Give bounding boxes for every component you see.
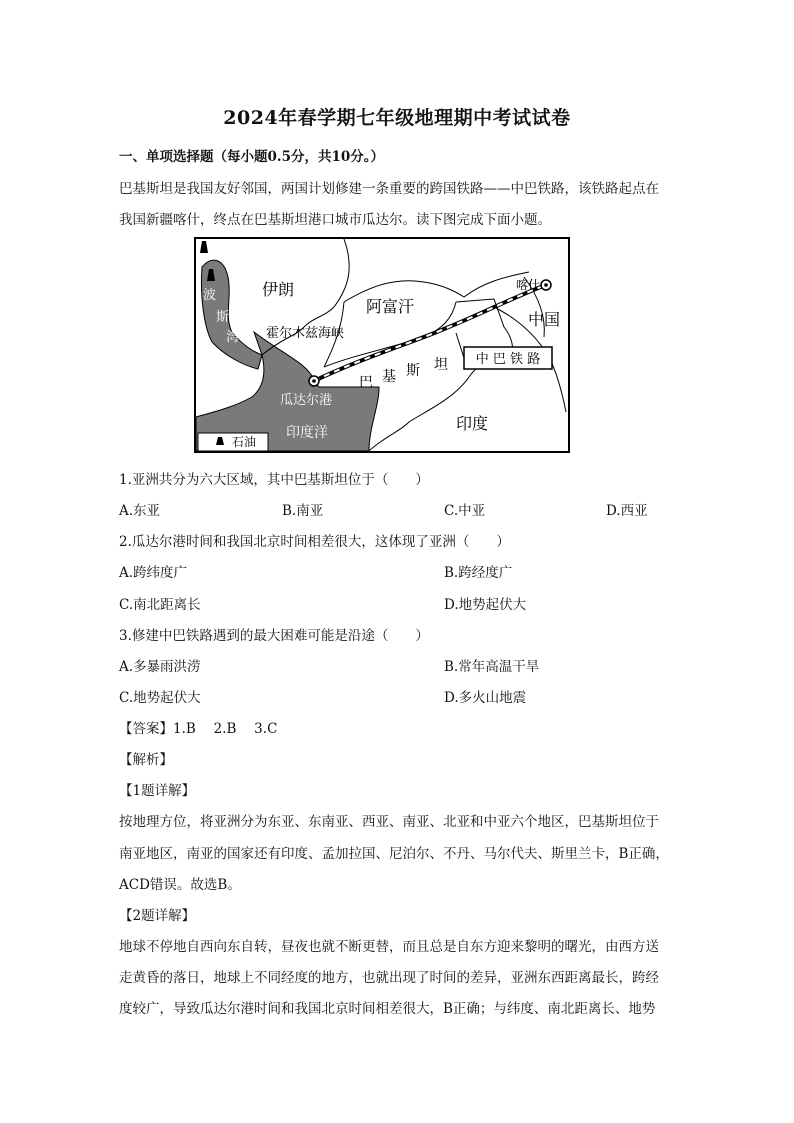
- question-1-option-c: C.中亚: [444, 503, 486, 519]
- label-pakistan-4: 坦: [434, 357, 448, 373]
- detail-2-line-2: 走黄昏的落日，地球上不同经度的地方，也就出现了时间的差异，亚洲东西距离最长，跨经: [119, 970, 659, 986]
- legend-oil-label: 石油: [232, 435, 257, 449]
- question-3-stem: 3.修建中巴铁路遇到的最大困难可能是沿途（ ）: [119, 628, 429, 644]
- label-afghanistan: 阿富汗: [366, 297, 415, 316]
- label-pakistan-3: 斯: [406, 363, 420, 379]
- label-pakistan-2: 基: [382, 369, 396, 385]
- question-3-option-d: D.多火山地震: [444, 690, 527, 706]
- label-gulf-3: 湾: [226, 330, 240, 345]
- question-1-option-a: A.东亚: [119, 503, 161, 519]
- detail-2-line-3: 度较广，导致瓜达尔港时间和我国北京时间相差很大，B正确；与纬度、南北距离长、地势: [119, 1001, 656, 1017]
- label-china: 中国: [527, 310, 561, 329]
- label-railway: 中 巴 铁 路: [475, 352, 541, 367]
- question-2-option-d: D.地势起伏大: [444, 597, 527, 613]
- label-iran: 伊朗: [262, 280, 295, 299]
- analysis-label: 【解析】: [119, 752, 173, 768]
- label-kashgar: 喀什: [516, 278, 541, 292]
- intro-line-1: 巴基斯坦是我国友好邻国，两国计划修建一条重要的跨国铁路——中巴铁路，该铁路起点在: [119, 181, 659, 197]
- label-gulf-1: 波: [203, 288, 217, 303]
- question-1-stem: 1.亚洲共分为六大区域，其中巴基斯坦位于（ ）: [119, 472, 429, 488]
- question-3-option-b: B.常年高温干旱: [444, 659, 540, 675]
- detail-1-line-2: 南亚地区，南亚的国家还有印度、孟加拉国、尼泊尔、不丹、马尔代夫、斯里兰卡，B正确，: [119, 846, 669, 862]
- question-3-option-a: A.多暴雨洪涝: [119, 659, 201, 675]
- detail-1-line-1: 按地理方位，将亚洲分为东亚、东南亚、西亚、南亚、北亚和中亚六个地区，巴基斯坦位于: [119, 814, 659, 830]
- question-3-option-c: C.地势起伏大: [119, 690, 201, 706]
- answer-line: 【答案】1.B 2.B 3.C: [119, 721, 278, 737]
- label-pakistan-1: 巴: [359, 375, 373, 391]
- question-1-option-b: B.南亚: [282, 503, 324, 519]
- detail-1-line-3: ACD错误。故选B。: [119, 877, 241, 893]
- detail-1-label: 【1题详解】: [119, 783, 196, 799]
- intro-line-2: 我国新疆喀什，终点在巴基斯坦港口城市瓜达尔。读下图完成下面小题。: [119, 212, 551, 228]
- label-gulf-2: 斯: [216, 310, 230, 325]
- page-title: 2024年春学期七年级地理期中考试试卷: [223, 107, 571, 129]
- question-2-option-c: C.南北距离长: [119, 597, 201, 613]
- label-india: 印度: [456, 414, 489, 433]
- label-indian-ocean: 印度洋: [286, 425, 328, 441]
- question-2-stem: 2.瓜达尔港时间和我国北京时间相差很大，这体现了亚洲（ ）: [119, 534, 510, 550]
- section-heading: 一、单项选择题（每小题0.5分，共10分。）: [119, 149, 385, 165]
- label-hormuz: 霍尔木兹海峡: [266, 326, 345, 341]
- question-2-option-a: A.跨纬度广: [119, 565, 188, 581]
- detail-2-line-1: 地球不停地自西向东自转，昼夜也就不断更替，而且总是自东方迎来黎明的曙光，由西方送: [119, 939, 659, 955]
- detail-2-label: 【2题详解】: [119, 908, 196, 924]
- question-2-option-b: B.跨经度广: [444, 565, 513, 581]
- china-pakistan-railway-map: [194, 237, 570, 453]
- label-gwadar: 瓜达尔港: [280, 393, 333, 408]
- question-1-option-d: D.西亚: [606, 503, 648, 519]
